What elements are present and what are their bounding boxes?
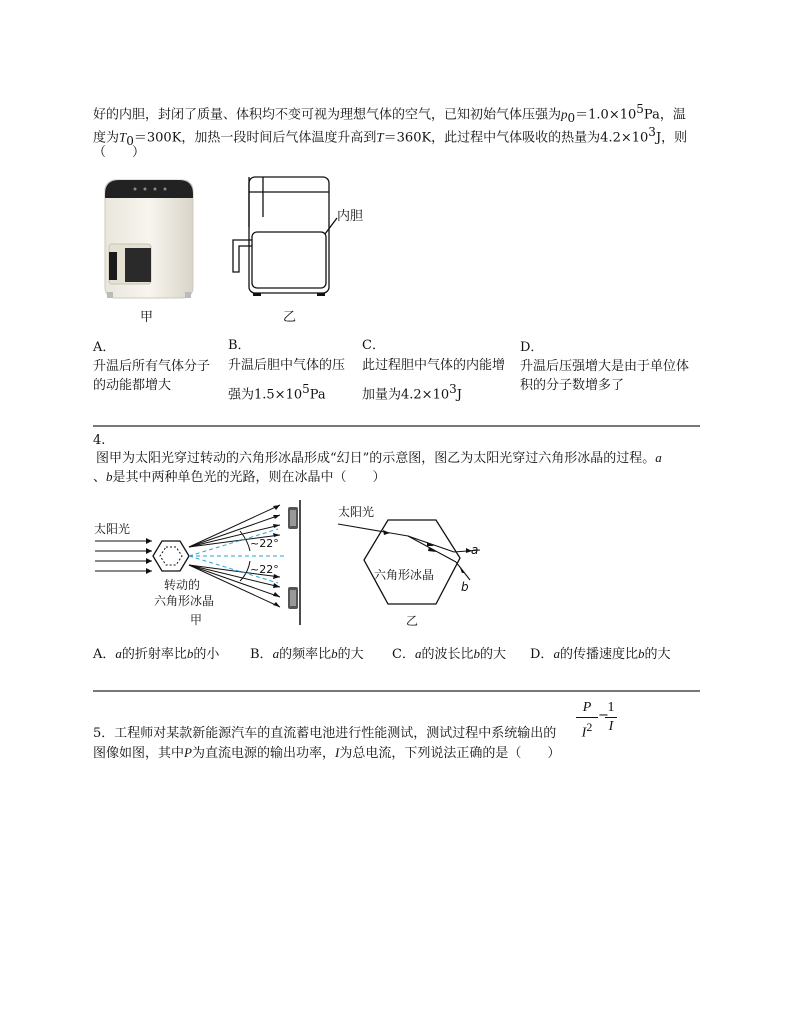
- option-text-line1: 升温后压强增大是由于单位体: [520, 359, 690, 374]
- q3-var-T: T: [376, 129, 384, 145]
- option-text-line1: 此过程胆中气体的内能增: [362, 358, 506, 373]
- q5-line1: 5．工程师对某款新能源汽车的直流蓄电池进行性能测试，测试过程中系统输出的: [93, 726, 557, 741]
- q5-fraction-p-over-i2: P $I^2$: [576, 699, 598, 743]
- q4-option-d[interactable]: D．a的传播速度比b的大: [530, 646, 671, 662]
- q3-sub-0b: 0: [126, 133, 134, 148]
- q4-option-b[interactable]: B．a的频率比b的大: [250, 646, 364, 662]
- fig-yi-label: 乙: [406, 614, 419, 628]
- q3-line1-text-b: ＝1.0×10: [575, 107, 637, 123]
- fig-jia-caption: 甲: [140, 310, 154, 325]
- crystal-label: 六角形冰晶: [374, 568, 435, 582]
- ray-a-label: a: [471, 543, 479, 557]
- q3-line2: [93, 121, 687, 152]
- air-fryer-image: [95, 172, 205, 302]
- q3-line1-text-a: 好的内胆，封闭了质量、体积均不变可视为理想气体的空气，已知初始气体压强为: [93, 107, 562, 123]
- q3-exp-5: 5: [636, 102, 644, 116]
- crystal-caption-1: 转动的: [164, 578, 201, 592]
- option-text-line2: 加量为$4.2\times 10^3J$: [362, 382, 462, 403]
- q4-number: 4.: [93, 433, 106, 448]
- q3-answer-blank: （ ）: [93, 145, 146, 160]
- q3-var-p: p: [561, 106, 568, 122]
- q3-line2-text-c: ＝360K，此过程中气体吸收的热量为4.2×10: [383, 130, 649, 146]
- ray-b-label: b: [461, 580, 469, 594]
- q5-line2: 图像如图，其中P为直流电源的输出功率，I为总电流，下列说法正确的是（ ）: [93, 745, 561, 761]
- q3-line2-text-d: J，则: [655, 130, 688, 146]
- divider: [93, 690, 700, 692]
- crystal-refraction-diagram: [330, 500, 500, 632]
- angle-label-lower: ~22°: [250, 563, 279, 576]
- q5-dash: −: [598, 708, 609, 723]
- q4-option-a[interactable]: A．a的折射率比b的小: [93, 646, 220, 662]
- option-letter: C．: [362, 338, 385, 353]
- divider: [93, 425, 700, 427]
- var-b: b: [106, 469, 113, 484]
- q3-line1-text-c: Pa，温: [643, 107, 686, 123]
- q4-option-c[interactable]: C．a的波长比b的大: [392, 646, 506, 662]
- option-text-line1: 升温后胆中气体的压: [228, 358, 346, 373]
- q3-line2-text-b: ＝300K，加热一段时间后气体温度升高到: [133, 130, 377, 146]
- q3-line2-text-a: 度为: [93, 130, 120, 146]
- q4-line1: 图甲为太阳光穿过转动的六角形冰晶形成“幻日”的示意图，图乙为太阳光穿过六角形冰晶的过程。a: [96, 450, 662, 466]
- q4-line2: 、b是其中两种单色光的光路，则在冰晶中（ ）: [93, 469, 386, 485]
- q3-var-T0: T: [119, 129, 127, 145]
- sunlight-label-yi: 太阳光: [338, 505, 375, 519]
- option-letter: B．: [228, 338, 251, 353]
- sun-dog-diagram: [90, 495, 320, 630]
- angle-label-upper: ~22°: [250, 537, 279, 550]
- q3-option-c[interactable]: [362, 336, 505, 405]
- option-text-line1: 升温后所有气体分子: [93, 359, 211, 374]
- option-letter: D．: [520, 340, 544, 355]
- fig-jia-label: 甲: [190, 613, 203, 627]
- var-a: a: [655, 450, 662, 465]
- q5-fraction-1-over-i: 1 I: [605, 699, 617, 736]
- crystal-caption-2: 六角形冰晶: [154, 594, 215, 608]
- q3-option-d[interactable]: [520, 338, 689, 395]
- option-text-line2: 强为$1.5\times 10^5Pa$: [228, 382, 326, 403]
- option-text-line2: 的动能都增大: [93, 378, 172, 393]
- option-letter: A．: [93, 340, 116, 355]
- fig-yi-caption: 乙: [283, 310, 297, 325]
- option-text-line2: 积的分子数增多了: [520, 378, 625, 393]
- sunlight-label-jia: 太阳光: [94, 522, 131, 536]
- q3-option-b[interactable]: [228, 336, 345, 405]
- q3-exp-3: 3: [648, 125, 656, 139]
- inner-pot-label: 内胆: [337, 209, 364, 224]
- fryer-diagram: [225, 172, 370, 302]
- q3-sub-0: 0: [567, 110, 576, 125]
- q3-option-a[interactable]: [93, 338, 210, 395]
